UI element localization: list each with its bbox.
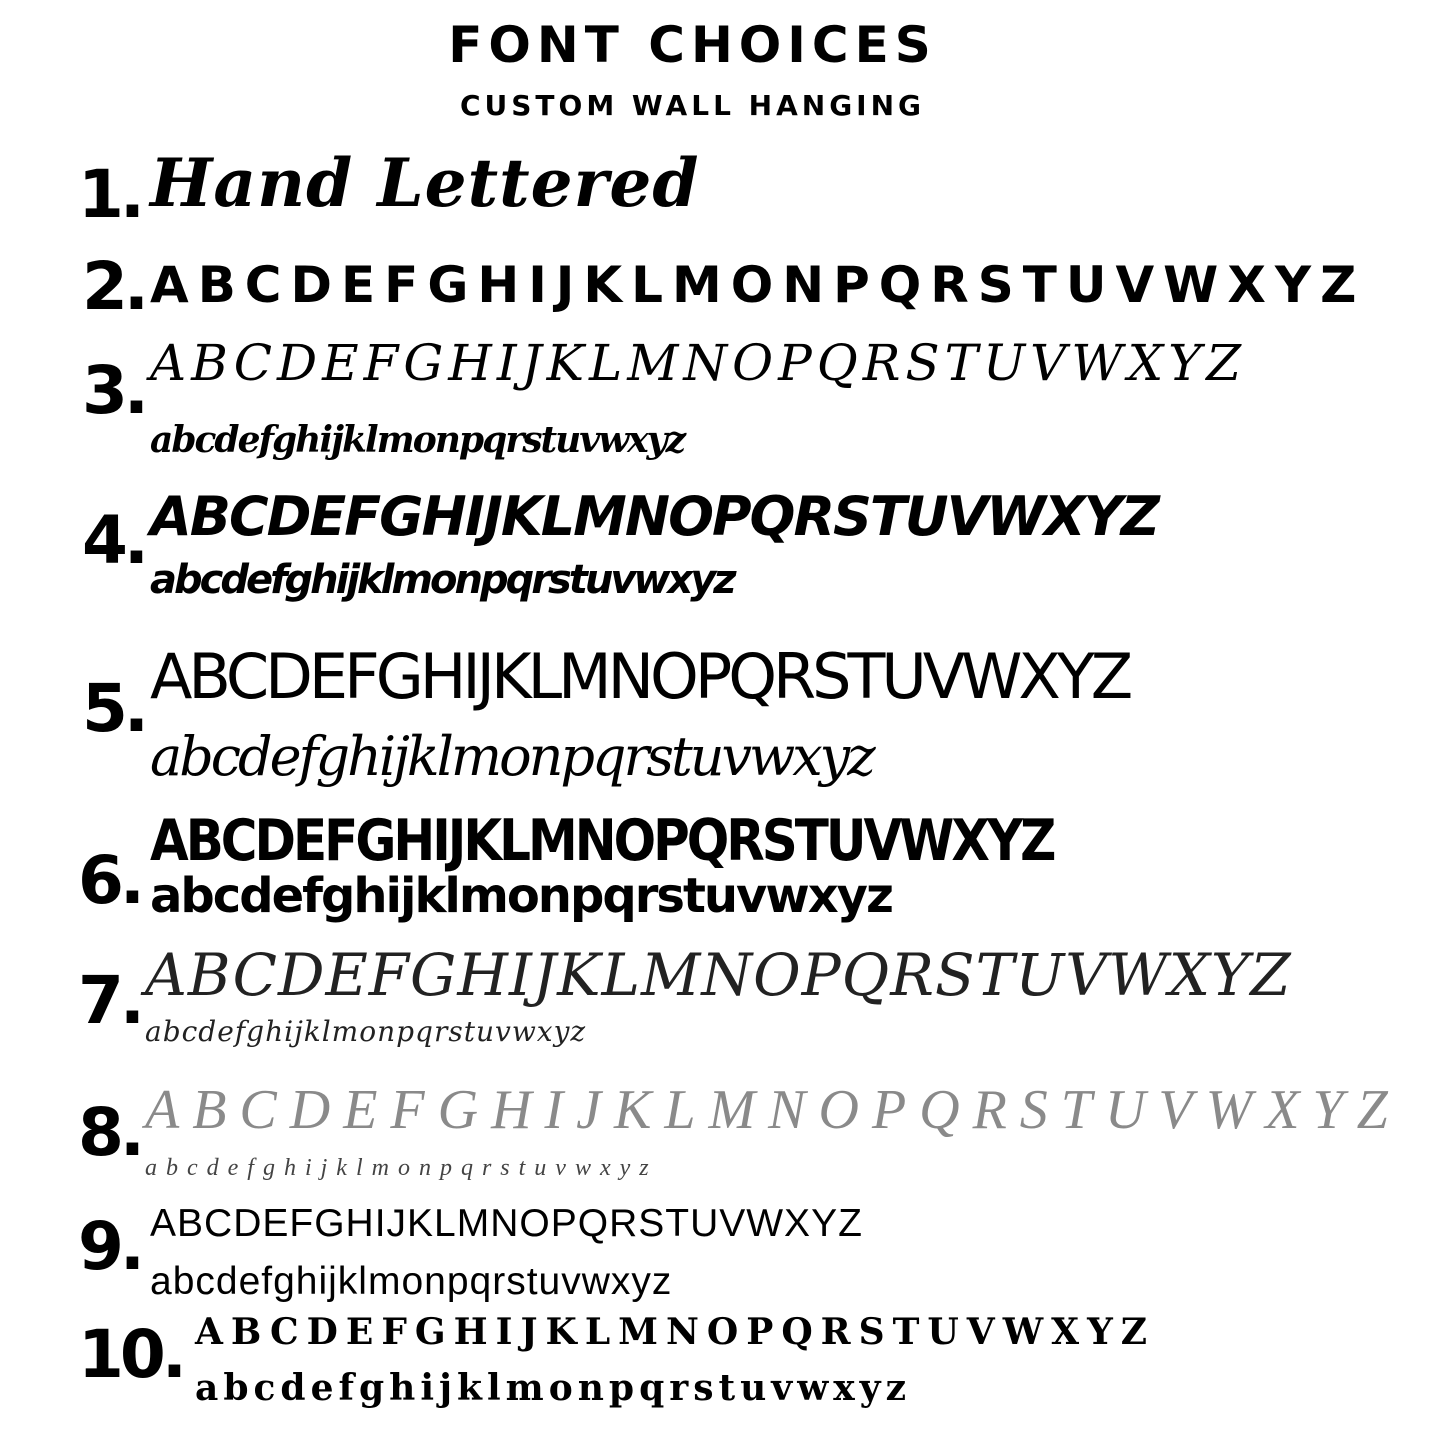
font-option-3-number: 3.: [82, 352, 145, 429]
font-option-9-number: 9.: [78, 1208, 141, 1285]
page-subtitle: CUSTOM WALL HANGING: [459, 89, 926, 122]
font-option-4-lowercase: abcdefghijklmonpqrstuvwxyz: [150, 557, 734, 603]
font-option-7-lowercase: abcdefghijklmonpqrstuvwxyz: [145, 1015, 587, 1048]
font-option-3-lowercase: abcdefghijklmonpqrstuvwxyz: [150, 419, 685, 461]
font-option-1-sample: Hand Lettered: [150, 144, 700, 222]
font-option-8-uppercase: ABCDEFGHIJKLMNOPQRSTUVWXYZ: [145, 1079, 1401, 1141]
page-title: FONT CHOICES: [448, 16, 937, 74]
font-option-2-number: 2.: [82, 248, 145, 325]
font-option-4-uppercase: ABCDEFGHIJKLMNOPQRSTUVWXYZ: [150, 485, 1158, 548]
font-option-7-uppercase: ABCDEFGHIJKLMNOPQRSTUVWXYZ: [145, 941, 1292, 1009]
font-option-6-number: 6.: [78, 842, 141, 919]
font-option-9-uppercase: ABCDEFGHIJKLMNOPQRSTUVWXYZ: [150, 1202, 863, 1245]
font-option-9-lowercase: abcdefghijklmonpqrstuvwxyz: [150, 1260, 673, 1303]
font-option-6-uppercase: ABCDEFGHIJKLMNOPQRSTUVWXYZ: [150, 807, 1054, 874]
font-option-10-number: 10.: [78, 1316, 183, 1393]
font-option-5-lowercase: abcdefghijklmonpqrstuvwxyz: [150, 725, 873, 788]
font-option-8-number: 8.: [78, 1094, 141, 1171]
font-option-5-uppercase: ABCDEFGHIJKLMNOPQRSTUVWXYZ: [150, 640, 1130, 713]
font-option-1-number: 1.: [78, 156, 141, 233]
font-option-5-number: 5.: [82, 670, 145, 747]
font-option-10-uppercase: ABCDEFGHIJKLMNOPQRSTUVWXYZ: [195, 1311, 1156, 1353]
font-option-10-lowercase: abcdefghijklmonpqrstuvwxyz: [195, 1367, 912, 1409]
font-option-3-uppercase: ABCDEFGHIJKLMNOPQRSTUVWXYZ: [150, 334, 1247, 392]
font-option-8-lowercase: abcdefghijklmonpqrstuvwxyz: [145, 1155, 658, 1181]
font-option-7-number: 7.: [78, 962, 141, 1039]
font-option-4-number: 4.: [82, 502, 145, 579]
font-option-2-uppercase: ABCDEFGHIJKLMONPQRSTUVWXYZ: [150, 256, 1366, 314]
font-option-6-lowercase: abcdefghijklmonpqrstuvwxyz: [150, 868, 892, 924]
